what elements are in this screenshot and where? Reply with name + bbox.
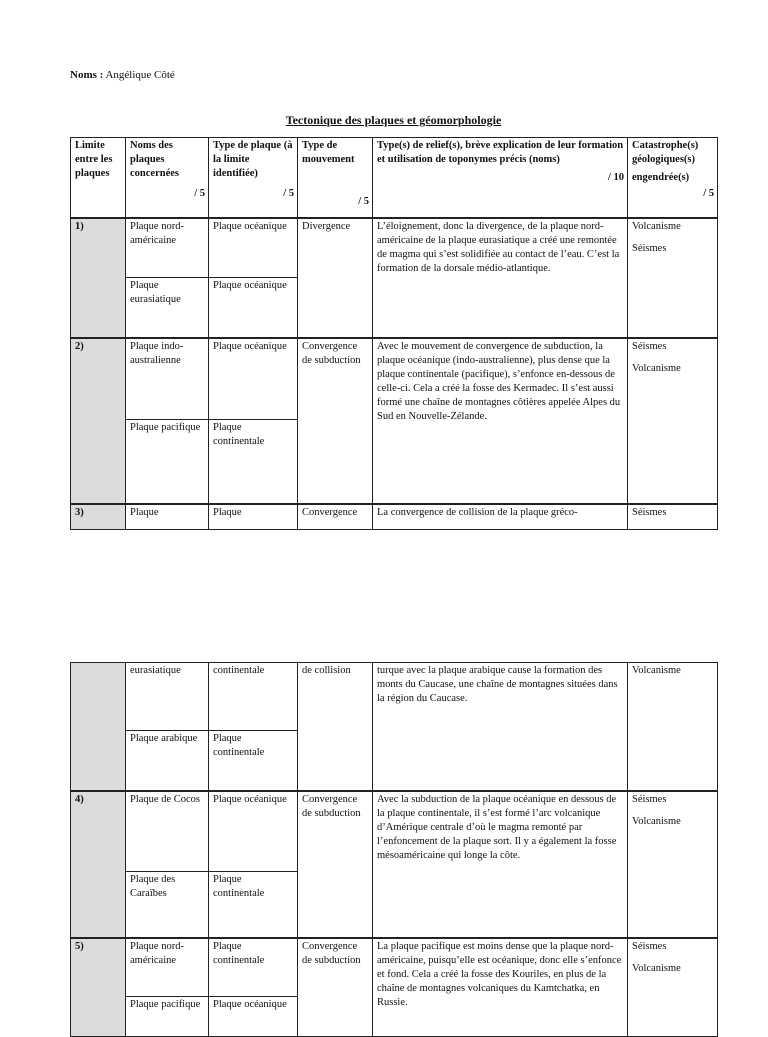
movement-type: Convergence bbox=[298, 504, 373, 530]
row-number-continued bbox=[71, 663, 126, 791]
catastrophes: Volcanisme bbox=[628, 663, 718, 791]
header-catastrophes: Catastrophe(s) géologiques(s) engendrée(s) / 5 bbox=[628, 138, 718, 218]
plate-type: Plaque océanique bbox=[209, 278, 298, 338]
row-number: 1) bbox=[71, 218, 126, 338]
plate-type: Plaque océanique bbox=[209, 997, 298, 1037]
plate-name: eurasiatique bbox=[126, 663, 209, 731]
catastrophes: Séismes Volcanisme bbox=[628, 791, 718, 938]
table-header-row bbox=[71, 138, 718, 218]
plate-name: Plaque bbox=[126, 504, 209, 530]
header-limite: Limite entre les plaques bbox=[71, 138, 126, 218]
plate-name: Plaque nord-américaine bbox=[126, 938, 209, 997]
relief-explanation: L’éloignement, donc la divergence, de la plaque nord-américaine de la plaque eurasiatique a créé une remontée de magma qui s’est solidifiée au contact de l’eau. C’est la formation de la dorsale médio-atlantique. bbox=[373, 218, 628, 338]
header-type-plaque: Type de plaque (à la limite identifiée) / 5 bbox=[209, 138, 298, 218]
relief-explanation: La plaque pacifique est moins dense que la plaque nord-américaine, puisqu’elle est océanique, donc elle s’enfonce et fond. Cela a créé la fosse des Kouriles, en plus de la chaîne de montagnes volcaniques du Kamtchatka, en Russie. bbox=[373, 938, 628, 1037]
row-number: 5) bbox=[71, 938, 126, 1037]
relief-explanation: turque avec la plaque arabique cause la formation des monts du Caucase, une chaîne de montagnes situées dans la région du Caucase. bbox=[373, 663, 628, 791]
plate-type: Plaque océanique bbox=[209, 791, 298, 872]
plate-type: Plaque océanique bbox=[209, 218, 298, 278]
plate-name: Plaque des Caraïbes bbox=[126, 872, 209, 938]
plate-name: Plaque arabique bbox=[126, 731, 209, 791]
student-names bbox=[70, 68, 175, 82]
movement-type: Convergence de subduction bbox=[298, 791, 373, 938]
relief-explanation: La convergence de collision de la plaque gréco- bbox=[373, 504, 628, 530]
movement-type: Divergence bbox=[298, 218, 373, 338]
table-row bbox=[71, 218, 718, 278]
plate-type: Plaque bbox=[209, 504, 298, 530]
names-label: Noms : bbox=[70, 69, 104, 81]
row-number: 3) bbox=[71, 504, 126, 530]
plate-type: continentale bbox=[209, 663, 298, 731]
names-value: Angélique Côté bbox=[105, 69, 175, 81]
table-row bbox=[71, 663, 718, 731]
catastrophes: Séismes Volcanisme bbox=[628, 338, 718, 504]
catastrophes: Séismes Volcanisme bbox=[628, 938, 718, 1037]
plate-name: Plaque pacifique bbox=[126, 997, 209, 1037]
plate-name: Plaque eurasiatique bbox=[126, 278, 209, 338]
tectonics-table-page-1 bbox=[70, 137, 718, 530]
table-row bbox=[71, 791, 718, 872]
catastrophes: Volcanisme Séismes bbox=[628, 218, 718, 338]
header-mouvement: Type de mouvement / 5 bbox=[298, 138, 373, 218]
row-number: 4) bbox=[71, 791, 126, 938]
plate-type: Plaque continentale bbox=[209, 420, 298, 504]
table-row bbox=[71, 504, 718, 530]
plate-name: Plaque pacifique bbox=[126, 420, 209, 504]
plate-name: Plaque indo-australienne bbox=[126, 338, 209, 420]
movement-type: Convergence de subduction bbox=[298, 338, 373, 504]
plate-type: Plaque continentale bbox=[209, 872, 298, 938]
relief-explanation: Avec le mouvement de convergence de subduction, la plaque océanique (indo-australienne), plus dense que la plaque continentale (pacifique), s’enfonce en-dessous de celle-ci. Cela a créé la fosse des Kermadec. Il s’est aussi formé une chaîne de montagnes côtières appelée Alpes du Sud en Nouvelle-Zélande. bbox=[373, 338, 628, 504]
plate-type: Plaque continentale bbox=[209, 938, 298, 997]
table-row bbox=[71, 938, 718, 997]
plate-type: Plaque océanique bbox=[209, 338, 298, 420]
document-title: Tectonique des plaques et géomorphologie bbox=[285, 113, 502, 127]
header-noms: Noms des plaques concernées / 5 bbox=[126, 138, 209, 218]
catastrophes: Séismes bbox=[628, 504, 718, 530]
relief-explanation: Avec la subduction de la plaque océanique en dessous de la plaque continentale, il s’est formé l’arc volcanique d’Amérique centrale d’où le magma remonté par l’enfoncement de la plaque sort. Il y a également la fosse mésoaméricaine qui longe la côte. bbox=[373, 791, 628, 938]
plate-type: Plaque continentale bbox=[209, 731, 298, 791]
movement-type: de collision bbox=[298, 663, 373, 791]
tectonics-table-page-2 bbox=[70, 662, 718, 1037]
movement-type: Convergence de subduction bbox=[298, 938, 373, 1037]
plate-name: Plaque nord-américaine bbox=[126, 218, 209, 278]
header-reliefs: Type(s) de relief(s), brève explication de leur formation et utilisation de toponymes précis (noms) / 10 bbox=[373, 138, 628, 218]
plate-name: Plaque de Cocos bbox=[126, 791, 209, 872]
table-row bbox=[71, 338, 718, 420]
row-number: 2) bbox=[71, 338, 126, 504]
